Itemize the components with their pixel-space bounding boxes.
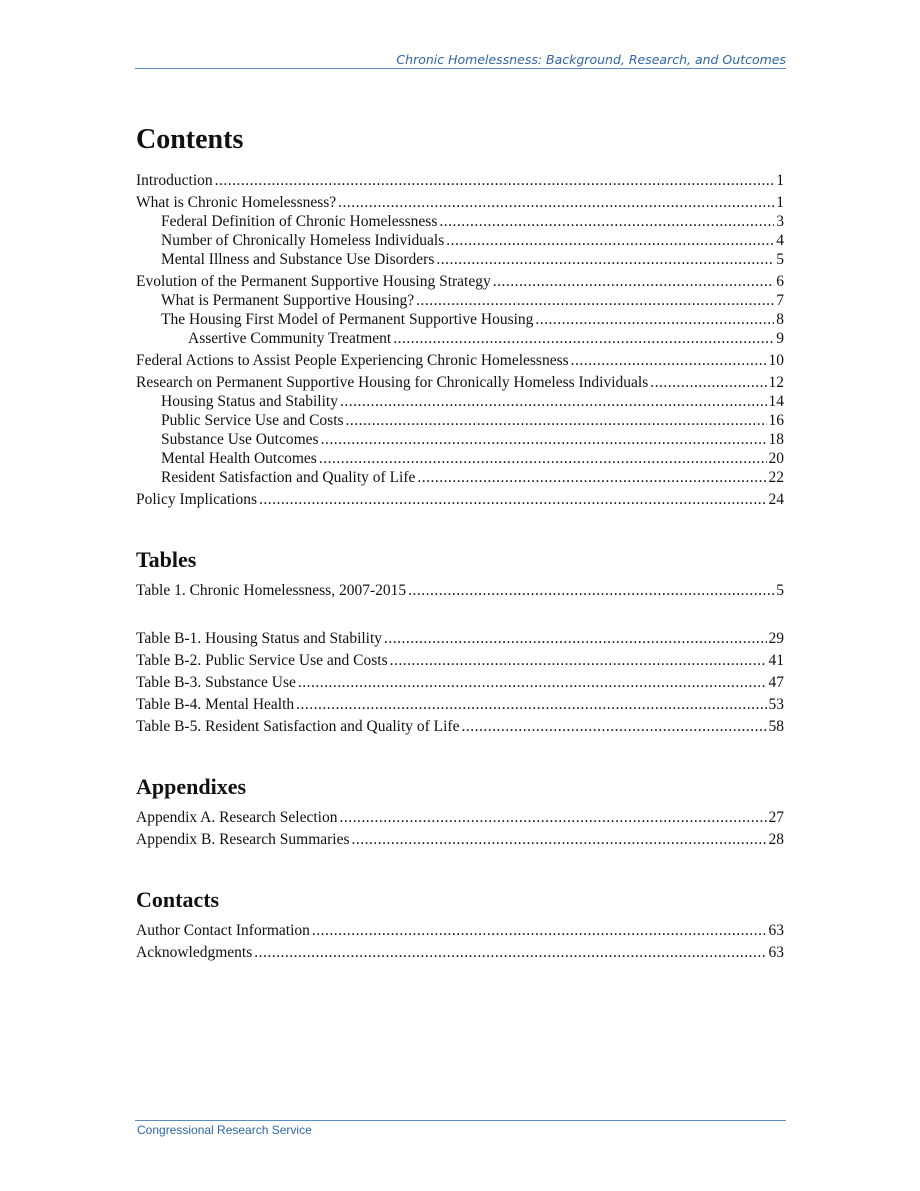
toc-entry-appendix-b[interactable] — [136, 830, 784, 849]
toc-entry-label: What is Chronic Homelessness? — [136, 194, 337, 211]
toc-entry-page: 7 — [776, 292, 784, 309]
toc-entry-label: Research on Permanent Supportive Housing for Chronically Homeless Individuals — [136, 374, 649, 391]
toc-entry-assertive-community-treatment[interactable] — [136, 329, 784, 348]
dot-leader — [393, 329, 774, 348]
toc-entry-page: 1 — [776, 172, 784, 189]
table-of-contents — [136, 124, 784, 962]
toc-entry-table-b5[interactable] — [136, 717, 784, 736]
toc-entry-label: Table B-3. Substance Use — [136, 674, 296, 691]
toc-entry-table-1[interactable] — [136, 581, 784, 600]
toc-entry-label: Table 1. Chronic Homelessness, 2007-2015 — [136, 582, 407, 599]
toc-entry-introduction[interactable] — [136, 171, 784, 190]
toc-entry-page: 9 — [776, 330, 784, 347]
toc-entry-page: 28 — [768, 831, 784, 848]
toc-entry-label: Policy Implications — [136, 491, 257, 508]
dot-leader — [493, 272, 775, 291]
toc-entry-page: 47 — [768, 674, 784, 691]
toc-entry-label: Appendix B. Research Summaries — [136, 831, 350, 848]
dot-leader — [254, 943, 766, 962]
toc-entry-page: 5 — [776, 582, 784, 599]
dot-leader — [535, 310, 774, 329]
toc-entry-label: Resident Satisfaction and Quality of Life — [161, 469, 416, 486]
dot-leader — [298, 673, 767, 692]
dot-leader — [346, 411, 767, 430]
toc-entry-label: Number of Chronically Homeless Individuals — [161, 232, 445, 249]
toc-entry-page: 63 — [768, 922, 784, 939]
dot-leader — [446, 231, 774, 250]
dot-leader — [338, 193, 774, 212]
toc-entry-appendix-a[interactable] — [136, 808, 784, 827]
dot-leader — [650, 373, 766, 392]
dot-leader — [215, 171, 775, 190]
dot-leader — [416, 291, 774, 310]
appendixes-heading: Appendixes — [136, 774, 247, 799]
toc-entry-label: What is Permanent Supportive Housing? — [161, 292, 415, 309]
running-footer: Congressional Research Service — [137, 1123, 312, 1137]
toc-entry-page: 3 — [776, 213, 784, 230]
toc-entry-page: 6 — [776, 273, 784, 290]
footer-rule — [135, 1120, 786, 1121]
toc-entry-what-is-chronic-homelessness[interactable] — [136, 193, 784, 212]
toc-entry-table-b3[interactable] — [136, 673, 784, 692]
toc-entry-label: Housing Status and Stability — [161, 393, 338, 410]
toc-entry-table-b2[interactable] — [136, 651, 784, 670]
dot-leader — [571, 351, 767, 370]
toc-entry-label: The Housing First Model of Permanent Supportive Housing — [161, 311, 534, 328]
running-header: Chronic Homelessness: Background, Research, and Outcomes — [396, 52, 786, 67]
toc-entry-label: Author Contact Information — [136, 922, 310, 939]
toc-entry-page: 53 — [768, 696, 784, 713]
dot-leader — [439, 212, 774, 231]
toc-entry-page: 1 — [776, 194, 784, 211]
dot-leader — [312, 921, 767, 940]
toc-entry-table-b4[interactable] — [136, 695, 784, 714]
toc-entry-label: Mental Health Outcomes — [161, 450, 317, 467]
toc-entry-label: Table B-4. Mental Health — [136, 696, 295, 713]
dot-leader — [339, 808, 766, 827]
toc-entry-evolution[interactable] — [136, 272, 784, 291]
toc-entry-policy-implications[interactable] — [136, 490, 784, 509]
dot-leader — [319, 449, 767, 468]
toc-entry-resident-satisfaction[interactable] — [136, 468, 784, 487]
toc-entry-page: 22 — [768, 469, 784, 486]
toc-entry-page: 58 — [768, 718, 784, 735]
dot-leader — [390, 651, 767, 670]
dot-leader — [384, 629, 766, 648]
toc-entry-what-is-psh[interactable] — [136, 291, 784, 310]
toc-entry-research[interactable] — [136, 373, 784, 392]
toc-entry-substance-use-outcomes[interactable] — [136, 430, 784, 449]
toc-entry-table-b1[interactable] — [136, 629, 784, 648]
toc-entry-page: 12 — [768, 374, 784, 391]
toc-entry-page: 41 — [768, 652, 784, 669]
toc-entry-label: Assertive Community Treatment — [188, 330, 392, 347]
toc-entry-label: Substance Use Outcomes — [161, 431, 319, 448]
toc-entry-mental-health-outcomes[interactable] — [136, 449, 784, 468]
toc-entry-page: 4 — [776, 232, 784, 249]
toc-entry-page: 27 — [768, 809, 784, 826]
contents-heading: Contents — [136, 124, 244, 155]
dot-leader — [461, 717, 766, 736]
toc-entry-page: 18 — [768, 431, 784, 448]
toc-entry-page: 29 — [768, 630, 784, 647]
toc-entry-housing-first[interactable] — [136, 310, 784, 329]
spacer — [136, 600, 784, 626]
toc-entry-federal-actions[interactable] — [136, 351, 784, 370]
dot-leader — [296, 695, 766, 714]
toc-entry-label: Acknowledgments — [136, 944, 253, 961]
toc-entry-label: Introduction — [136, 172, 213, 189]
header-rule — [135, 68, 786, 69]
dot-leader — [259, 490, 767, 509]
toc-entry-page: 24 — [768, 491, 784, 508]
toc-entry-label: Federal Definition of Chronic Homelessness — [161, 213, 438, 230]
tables-heading: Tables — [136, 547, 197, 572]
toc-entry-page: 8 — [776, 311, 784, 328]
toc-entry-label: Federal Actions to Assist People Experiencing Chronic Homelessness — [136, 352, 569, 369]
dot-leader — [321, 430, 767, 449]
toc-entry-label: Table B-1. Housing Status and Stability — [136, 630, 383, 647]
toc-entry-page: 14 — [768, 393, 784, 410]
toc-entry-label: Table B-2. Public Service Use and Costs — [136, 652, 388, 669]
toc-entry-acknowledgments[interactable] — [136, 943, 784, 962]
toc-entry-author-contact[interactable] — [136, 921, 784, 940]
toc-entry-number-of-individuals[interactable] — [136, 231, 784, 250]
toc-entry-page: 5 — [776, 251, 784, 268]
dot-leader — [436, 250, 774, 269]
toc-entry-label: Table B-5. Resident Satisfaction and Quality of Life — [136, 718, 460, 735]
toc-entry-housing-status[interactable] — [136, 392, 784, 411]
toc-entry-label: Appendix A. Research Selection — [136, 809, 338, 826]
toc-entry-page: 20 — [768, 450, 784, 467]
toc-entry-page: 63 — [768, 944, 784, 961]
toc-entry-public-service-use[interactable] — [136, 411, 784, 430]
toc-entry-page: 16 — [768, 412, 784, 429]
toc-entry-page: 10 — [768, 352, 784, 369]
dot-leader — [417, 468, 766, 487]
dot-leader — [340, 392, 767, 411]
toc-entry-federal-definition[interactable] — [136, 212, 784, 231]
toc-entry-mental-illness[interactable] — [136, 250, 784, 269]
dot-leader — [408, 581, 774, 600]
toc-entry-label: Mental Illness and Substance Use Disorders — [161, 251, 435, 268]
toc-entry-label: Evolution of the Permanent Supportive Housing Strategy — [136, 273, 491, 290]
dot-leader — [352, 830, 767, 849]
contacts-heading: Contacts — [136, 887, 220, 912]
toc-entry-label: Public Service Use and Costs — [161, 412, 344, 429]
